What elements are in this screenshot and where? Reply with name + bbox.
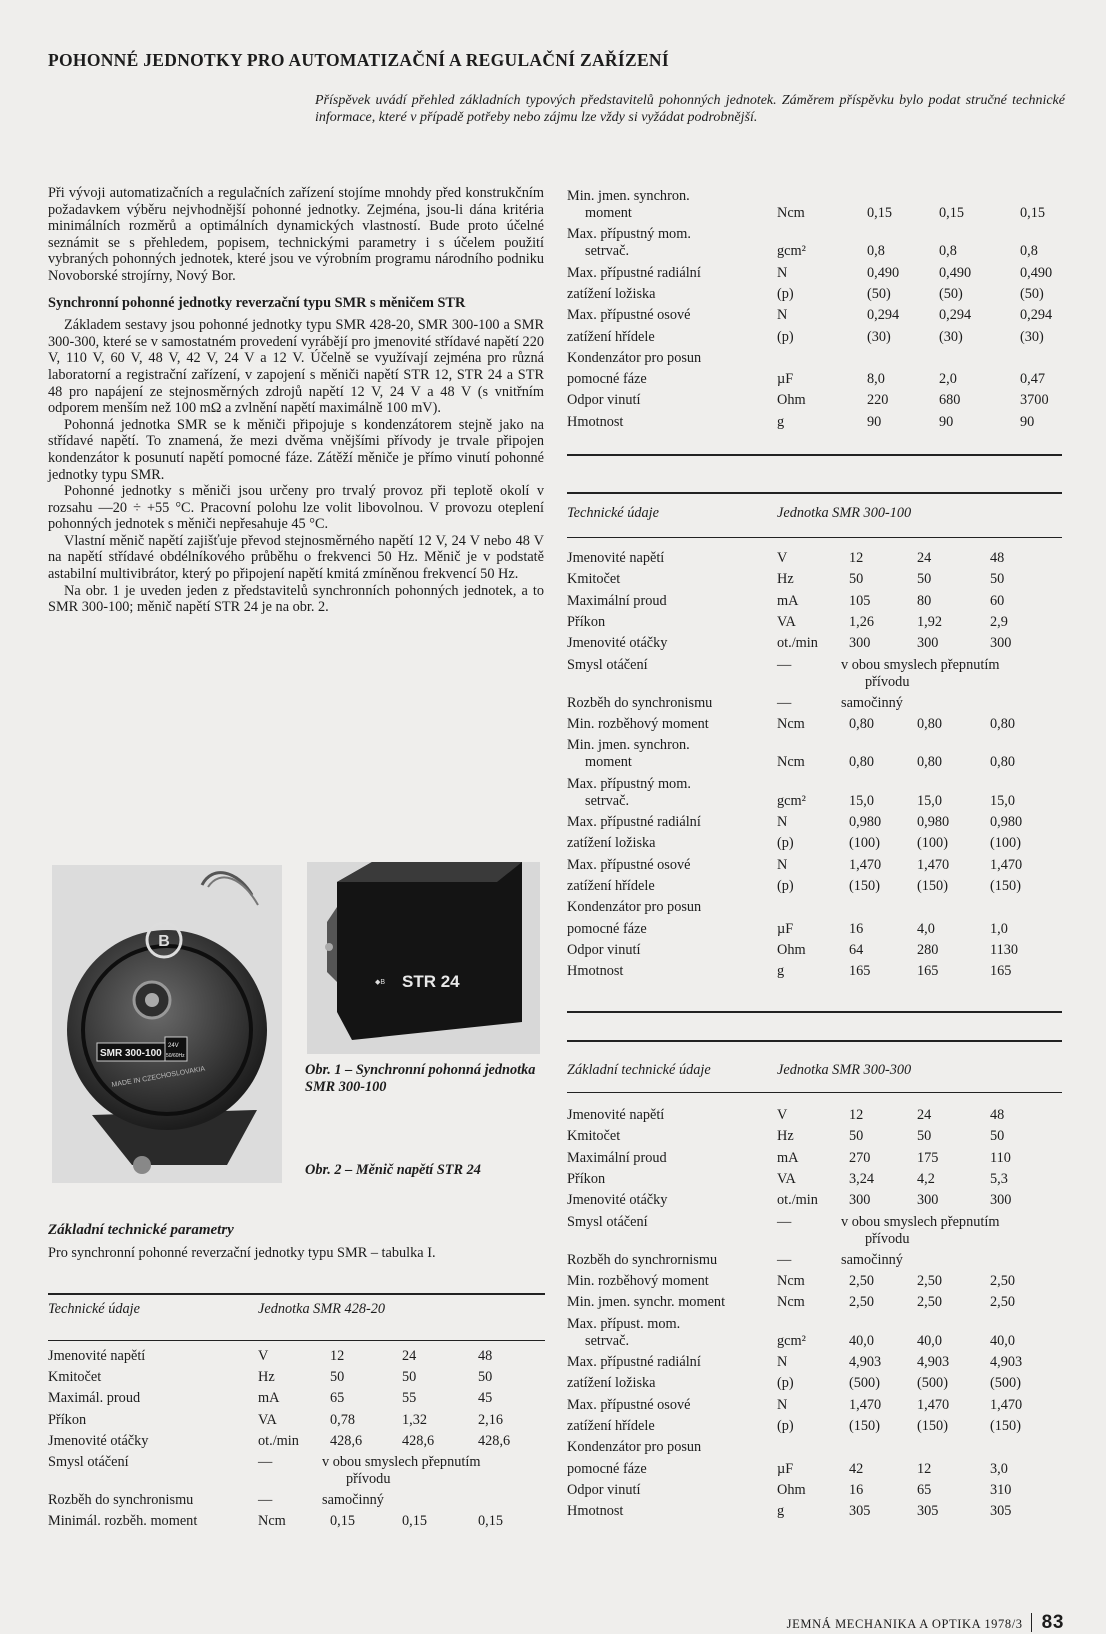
- row-label: Smysl otáčení: [567, 1213, 648, 1230]
- row-label: Kmitočet: [48, 1369, 102, 1386]
- parameters-text: Pro synchronní pohonné reverzační jednotky typu SMR – tabulka I.: [48, 1245, 436, 1261]
- row-unit: (p): [777, 328, 794, 345]
- row-value-1: 1,26: [849, 613, 875, 630]
- row-label: Kondenzátor pro posun: [567, 899, 702, 916]
- row-value-1: 42: [849, 1460, 864, 1477]
- row-unit: mA: [777, 592, 799, 609]
- row-label: Max. přípustné osové: [567, 856, 691, 873]
- row-value-3: 90: [1020, 413, 1035, 430]
- row-value-1: 50: [849, 571, 864, 588]
- row-unit: Hz: [258, 1369, 275, 1386]
- row-value-1: 12: [330, 1348, 345, 1364]
- row-value-2: 680: [939, 392, 961, 409]
- row-label: Min. jmen. synchr. moment: [567, 1294, 726, 1311]
- row-unit: (p): [777, 1375, 794, 1392]
- row-value-2: 4,2: [917, 1170, 935, 1187]
- row-value-3: 0,80: [990, 716, 1016, 733]
- row-label: Kmitočet: [567, 1128, 621, 1145]
- row-value-1: 428,6: [330, 1432, 363, 1449]
- row-label: pomocné fáze: [567, 1460, 647, 1477]
- row-value-3: 48: [478, 1348, 493, 1364]
- row-unit: Ncm: [777, 1294, 805, 1311]
- row-value-3: 4,903: [990, 1354, 1023, 1370]
- row-unit: Hz: [777, 571, 794, 588]
- row-label: Min. jmen. synchron.: [567, 737, 690, 754]
- row-label-cont: setrvač.: [585, 792, 630, 809]
- row-value-1: 50: [330, 1369, 345, 1386]
- row-unit: VA: [777, 1170, 796, 1187]
- row-unit: gcm²: [777, 243, 806, 260]
- row-span-value: v obou smyslech přepnutím: [841, 656, 1000, 673]
- table-smr-428-20-continued: [567, 188, 1062, 448]
- row-label: Min. rozběhový moment: [567, 716, 709, 733]
- converter-logo: ◆B: [375, 979, 386, 986]
- row-unit: µF: [777, 1460, 794, 1477]
- row-unit: µF: [777, 920, 794, 937]
- body-paragraph-3: Pohonné jednotky s měniči jsou určeny pro trvalý provoz při teplotě okolí v rozsahu —20 ÷ +55 °C. Pracovní polohu lze volit libovolnou. V provozu oteplení pohonných jednotek s měniči nepřesahuje 45 °C.: [48, 483, 544, 533]
- row-value-1: 300: [849, 1192, 871, 1209]
- row-value-3: 1,0: [990, 920, 1008, 937]
- row-unit: (p): [777, 285, 794, 302]
- row-value-3: (100): [990, 835, 1021, 852]
- figure-2-caption: Obr. 2 – Měnič napětí STR 24: [305, 1162, 481, 1178]
- row-value-2: 12: [917, 1460, 932, 1477]
- row-value-3: 48: [990, 550, 1005, 566]
- row-value-1: 50: [849, 1128, 864, 1145]
- row-value-2: 0,490: [939, 264, 972, 281]
- row-span-value-cont: přívodu: [865, 673, 910, 690]
- row-label-cont: moment: [585, 754, 632, 771]
- row-unit: mA: [258, 1390, 280, 1407]
- body-paragraph-1: Základem sestavy jsou pohonné jednotky typu SMR 428-20, SMR 300-100 a SMR 300-300, které se v samostatném provedení vyrábějí pro jmenovité střídavé napětí 220 V, 110 V, 60 V, 48 V, 42 V, 24 V a 12 V. Účelně se využívají zejména pro různá laboratorní a registrační zařízení, v zapojení s měniči napětí STR 12, STR 24 a STR 48 pro napájení ze stejnosměrných zdrojů napětí 12 V, 24 V a 48 V (s vnitřním odporem menším než 100 mΩ a zvlnění napětí maximálně 100 mV).: [48, 317, 544, 417]
- row-value-2: 0,8: [939, 243, 957, 260]
- row-value-1: 300: [849, 635, 871, 652]
- row-value-1: 12: [849, 1107, 864, 1123]
- row-unit: ot./min: [258, 1432, 299, 1449]
- made-in-label: MADE IN CZECHOSLOVAKIA: [111, 1065, 206, 1089]
- row-label: Max. přípust. mom.: [567, 1315, 681, 1332]
- row-value-3: 0,294: [1020, 307, 1053, 324]
- row-label: Maximální proud: [567, 1149, 667, 1166]
- row-label: Kondenzátor pro posun: [567, 1439, 702, 1456]
- row-label: Jmenovité otáčky: [567, 635, 668, 652]
- row-value-3: 48: [990, 1107, 1005, 1123]
- row-value-1: 0,80: [849, 716, 875, 733]
- header-parameter: Technické údaje: [567, 505, 659, 521]
- table-smr-428-20: [48, 1301, 545, 1548]
- table-smr-300-300: [567, 1062, 1062, 1542]
- table1-top-rule: [48, 1293, 545, 1295]
- row-value-3: 50: [990, 1128, 1005, 1145]
- row-value-2: 300: [917, 1192, 939, 1209]
- motor-model-label: SMR 300-100: [100, 1048, 162, 1059]
- row-value-3: 3,0: [990, 1460, 1008, 1477]
- figure-1-caption: Obr. 1 – Synchronní pohonná jednotka SMR 300-100: [305, 1062, 536, 1095]
- row-label: Min. rozběhový moment: [567, 1273, 709, 1290]
- row-value-1: (100): [849, 835, 880, 852]
- row-value-1: 4,903: [849, 1354, 882, 1370]
- converter-model-label: STR 24: [402, 972, 460, 991]
- row-unit: g: [777, 1503, 785, 1520]
- row-label: Max. přípustné osové: [567, 1396, 691, 1413]
- section-heading: Synchronní pohonné jednotky reverzační typu SMR s měničem STR: [48, 294, 466, 311]
- row-value-2: 50: [917, 571, 932, 588]
- row-value-3: 305: [990, 1503, 1012, 1520]
- row-value-1: 15,0: [849, 792, 875, 809]
- row-value-2: 165: [917, 963, 939, 980]
- row-unit: Ncm: [777, 205, 805, 221]
- row-label: Smysl otáčení: [48, 1454, 129, 1470]
- row-span-value: v obou smyslech přepnutím: [322, 1454, 481, 1470]
- row-value-2: 40,0: [917, 1332, 943, 1349]
- row-label: zatížení hřídele: [567, 1417, 655, 1434]
- row-unit: —: [777, 656, 792, 673]
- row-value-2: 24: [917, 1107, 932, 1123]
- row-value-1: 2,50: [849, 1294, 875, 1311]
- row-value-3: 50: [478, 1369, 493, 1386]
- row-value-3: 45: [478, 1390, 493, 1407]
- row-value-2: 0,15: [402, 1513, 428, 1530]
- row-value-1: 0,15: [330, 1513, 356, 1530]
- row-unit: —: [777, 1251, 792, 1268]
- row-value-3: 50: [990, 571, 1005, 588]
- row-label: Max. přípustný mom.: [567, 226, 691, 243]
- row-span-value: samočinný: [322, 1492, 384, 1509]
- row-value-2: 1,470: [917, 856, 950, 873]
- row-unit: V: [777, 1107, 788, 1123]
- table2-top-rule: [567, 492, 1062, 494]
- row-unit: —: [777, 1213, 792, 1230]
- row-unit: V: [258, 1348, 269, 1364]
- row-value-1: 16: [849, 920, 864, 937]
- row-value-3: 40,0: [990, 1332, 1016, 1349]
- row-value-1: 105: [849, 592, 871, 609]
- row-label: Min. jmen. synchron.: [567, 188, 690, 204]
- row-value-1: 0,980: [849, 814, 882, 830]
- row-unit: g: [777, 413, 785, 430]
- row-value-2: 2,0: [939, 371, 957, 388]
- row-value-2: (50): [939, 285, 963, 302]
- row-value-1: 0,80: [849, 754, 875, 771]
- row-value-2: 0,80: [917, 716, 943, 733]
- row-value-2: 80: [917, 592, 932, 609]
- row-value-1: 0,294: [867, 307, 900, 324]
- row-label: Hmotnost: [567, 413, 624, 430]
- row-unit: gcm²: [777, 1332, 806, 1349]
- row-label: Minimál. rozběh. moment: [48, 1513, 198, 1530]
- row-label: Jmenovité otáčky: [567, 1192, 668, 1209]
- row-label: Max. přípustný mom.: [567, 775, 691, 792]
- row-value-2: 175: [917, 1149, 939, 1166]
- header-parameter: Technické údaje: [48, 1301, 140, 1317]
- row-value-1: 165: [849, 963, 871, 980]
- row-value-2: (100): [917, 835, 948, 852]
- row-unit: N: [777, 307, 788, 324]
- row-label: Maximál. proud: [48, 1390, 141, 1407]
- row-value-3: (500): [990, 1375, 1021, 1392]
- row-value-1: 2,50: [849, 1273, 875, 1290]
- row-unit: —: [258, 1492, 273, 1509]
- row-value-2: 1,32: [402, 1411, 428, 1428]
- figure-1-photo: [52, 865, 282, 1183]
- row-unit: —: [258, 1454, 273, 1470]
- row-unit: (p): [777, 1417, 794, 1434]
- row-label: Kmitočet: [567, 571, 621, 588]
- row-unit: N: [777, 264, 788, 281]
- row-span-value: samočinný: [841, 694, 903, 711]
- row-label: Jmenovité napětí: [567, 1107, 665, 1123]
- row-value-2: 280: [917, 941, 939, 958]
- row-value-2: 2,50: [917, 1273, 943, 1290]
- row-unit: g: [777, 963, 785, 980]
- body-paragraph-2: Pohonná jednotka SMR se k měniči připojuje s kondenzátorem stejně jako na střídavé napětí. To znamená, že mezi dvěma vnějšími přívody je trvale připojen kondenzátor k posunutí napětí pomocné fáze. Zátěží měniče je přímo vinutí pohonné jednotky typu SMR.: [48, 416, 544, 483]
- row-value-2: 55: [402, 1390, 417, 1407]
- row-unit: N: [777, 1354, 788, 1370]
- row-value-3: (150): [990, 1417, 1021, 1434]
- table1-bottom-rule: [567, 454, 1062, 456]
- row-unit: Ohm: [777, 392, 806, 409]
- row-value-2: 1,470: [917, 1396, 950, 1413]
- row-unit: N: [777, 1396, 788, 1413]
- row-value-2: 15,0: [917, 792, 943, 809]
- header-unit-name: Jednotka SMR 300-100: [777, 505, 912, 521]
- row-value-3: 310: [990, 1481, 1012, 1498]
- row-value-2: 90: [939, 413, 954, 430]
- table3-top-rule: [567, 1040, 1062, 1042]
- row-span-value: samočinný: [841, 1251, 903, 1268]
- row-unit: mA: [777, 1149, 799, 1166]
- row-label: zatížení hřídele: [567, 877, 655, 894]
- row-value-1: (30): [867, 328, 891, 345]
- row-value-3: 1,470: [990, 856, 1023, 873]
- row-label: Jmenovité napětí: [48, 1348, 146, 1364]
- svg-text:B: B: [158, 933, 170, 950]
- row-value-1: 3,24: [849, 1170, 875, 1187]
- row-label: Jmenovité otáčky: [48, 1432, 149, 1449]
- row-value-2: (150): [917, 877, 948, 894]
- row-label: Rozběh do synchrornismu: [567, 1251, 718, 1268]
- motor-rating-frequency: 50/60Hz: [166, 1053, 185, 1059]
- row-value-3: (50): [1020, 285, 1044, 302]
- row-value-3: 2,50: [990, 1273, 1016, 1290]
- row-value-2: 24: [402, 1348, 417, 1364]
- row-value-3: 1,470: [990, 1396, 1023, 1413]
- row-value-1: 8,0: [867, 371, 885, 388]
- row-label: Příkon: [48, 1411, 87, 1428]
- row-label: Max. přípustné radiální: [567, 264, 701, 281]
- row-value-2: 0,15: [939, 205, 965, 221]
- row-value-3: 110: [990, 1149, 1011, 1166]
- row-value-1: 1,470: [849, 1396, 882, 1413]
- header-parameter: Základní technické údaje: [567, 1062, 711, 1078]
- row-value-3: 0,8: [1020, 243, 1038, 260]
- row-value-2: (30): [939, 328, 963, 345]
- row-unit: ot./min: [777, 1192, 818, 1209]
- row-value-2: 0,80: [917, 754, 943, 771]
- parameters-heading: Základní technické parametry: [48, 1222, 234, 1238]
- journal-name: JEMNÁ MECHANIKA A OPTIKA 1978/3: [786, 1617, 1023, 1631]
- row-label: Odpor vinutí: [567, 1481, 641, 1498]
- row-unit: Ncm: [777, 754, 805, 771]
- row-label: Max. přípustné radiální: [567, 814, 701, 830]
- row-unit: Ncm: [777, 1273, 805, 1290]
- row-unit: gcm²: [777, 792, 806, 809]
- row-unit: Ncm: [777, 716, 805, 733]
- row-value-2: 428,6: [402, 1432, 435, 1449]
- figure-2-photo: [307, 862, 540, 1054]
- row-value-3: (30): [1020, 328, 1044, 345]
- row-unit: —: [777, 694, 792, 711]
- row-value-3: 428,6: [478, 1432, 511, 1449]
- row-value-1: 0,15: [867, 205, 893, 221]
- article-title: POHONNÉ JEDNOTKY PRO AUTOMATIZAČNÍ A REGULAČNÍ ZAŘÍZENÍ: [48, 50, 669, 70]
- row-label: Kondenzátor pro posun: [567, 349, 702, 366]
- row-label: zatížení hřídele: [567, 328, 655, 345]
- row-unit: (p): [777, 835, 794, 852]
- row-value-1: (150): [849, 877, 880, 894]
- row-value-1: (50): [867, 285, 891, 302]
- motor-rating-voltage: 24V: [168, 1043, 179, 1049]
- row-value-2: 2,50: [917, 1294, 943, 1311]
- row-value-1: 40,0: [849, 1332, 875, 1349]
- row-value-3: 0,490: [1020, 264, 1053, 281]
- row-value-2: 305: [917, 1503, 939, 1520]
- row-value-3: 2,9: [990, 613, 1008, 630]
- row-unit: VA: [258, 1411, 277, 1428]
- row-label-cont: setrvač.: [585, 1332, 630, 1349]
- row-value-1: (500): [849, 1375, 880, 1392]
- header-unit-name: Jednotka SMR 428-20: [258, 1301, 386, 1317]
- row-unit: Ohm: [777, 1481, 806, 1498]
- table2-bottom-rule: [567, 1011, 1062, 1013]
- row-value-1: (150): [849, 1417, 880, 1434]
- row-value-1: 65: [330, 1390, 345, 1407]
- row-unit: Ncm: [258, 1513, 286, 1530]
- row-value-2: 50: [917, 1128, 932, 1145]
- converter-illustration: [307, 862, 540, 1054]
- row-value-3: 0,980: [990, 814, 1023, 830]
- intro-paragraph: Při vývoji automatizačních a regulačních zařízení stojíme mnohdy před konstrukčním požadavkem výběru nejvhodnější pohonné jednotky. Zejména, jsou-li dána kritéria minimálních rozměrů a optimálních dynamických vlastností. Bude proto účelné seznámit se s přehledem, popisem, technickými parametry i s účelem použití vybraných pohonných jednotek, které jsou ve výrobním programu národního podniku Novoborské strojírny, Nový Bor.: [48, 185, 544, 284]
- row-label: zatížení ložiska: [567, 1375, 656, 1392]
- page-number: 83: [1041, 1612, 1064, 1633]
- row-span-value-cont: přívodu: [346, 1471, 391, 1487]
- row-value-3: 3700: [1020, 392, 1049, 409]
- row-value-3: 2,16: [478, 1411, 504, 1428]
- row-unit: ot./min: [777, 635, 818, 652]
- abstract: Příspěvek uvádí přehled základních typových představitelů pohonných jednotek. Záměrem příspěvku bylo podat stručné technické informace, které v případě potřeby nebo zájmu lze vždy si vyžádat podrobnější.: [315, 93, 1065, 125]
- row-unit: VA: [777, 613, 796, 630]
- row-value-3: 60: [990, 592, 1005, 609]
- row-span-value: v obou smyslech přepnutím: [841, 1213, 1000, 1230]
- row-label: Příkon: [567, 613, 606, 630]
- row-unit: Hz: [777, 1128, 794, 1145]
- row-value-2: 24: [917, 550, 932, 566]
- row-value-3: 15,0: [990, 792, 1016, 809]
- row-unit: (p): [777, 877, 794, 894]
- row-label: pomocné fáze: [567, 920, 647, 937]
- row-value-2: 50: [402, 1369, 417, 1386]
- row-value-1: 12: [849, 550, 864, 566]
- row-value-3: 0,80: [990, 754, 1016, 771]
- row-label-cont: moment: [585, 205, 632, 221]
- row-label: zatížení ložiska: [567, 285, 656, 302]
- row-value-2: 4,0: [917, 920, 935, 937]
- row-value-3: 0,47: [1020, 371, 1046, 388]
- row-value-2: 0,980: [917, 814, 950, 830]
- row-value-1: 1,470: [849, 856, 882, 873]
- row-label: Max. přípustné radiální: [567, 1354, 701, 1370]
- row-label: Odpor vinutí: [567, 392, 641, 409]
- row-value-3: 2,50: [990, 1294, 1016, 1311]
- row-value-2: (500): [917, 1375, 948, 1392]
- row-value-3: 300: [990, 635, 1012, 652]
- row-label: Hmotnost: [567, 963, 624, 980]
- row-label: Max. přípustné osové: [567, 307, 691, 324]
- row-label-cont: setrvač.: [585, 243, 630, 260]
- row-unit: V: [777, 550, 788, 566]
- row-value-1: 90: [867, 413, 882, 430]
- body-paragraph-4: Vlastní měnič napětí zajišťuje převod stejnosměrného napětí 12 V, 24 V nebo 48 V na napětí střídavé obdélníkového průběhu o frekvenci 50 Hz. Měnič je v podstatě astabilní multivibrátor, který po připojení napětí kmitá zmíněnou frekvencí 50 Hz.: [48, 532, 544, 583]
- left-column: [48, 185, 544, 616]
- row-value-3: 0,15: [1020, 205, 1046, 221]
- row-span-value-cont: přívodu: [865, 1230, 910, 1247]
- row-unit: µF: [777, 371, 794, 388]
- row-value-1: 16: [849, 1481, 864, 1498]
- row-value-2: (150): [917, 1417, 948, 1434]
- row-value-3: 0,15: [478, 1513, 504, 1530]
- row-label: Rozběh do synchronismu: [567, 694, 713, 711]
- row-label: pomocné fáze: [567, 371, 647, 388]
- row-value-1: 305: [849, 1503, 871, 1520]
- row-label: Rozběh do synchronismu: [48, 1492, 194, 1509]
- table-smr-300-100: [567, 505, 1062, 1005]
- row-label: Hmotnost: [567, 1503, 624, 1520]
- row-label: Příkon: [567, 1170, 606, 1187]
- row-label: Smysl otáčení: [567, 656, 648, 673]
- row-unit: N: [777, 856, 788, 873]
- row-value-2: 300: [917, 635, 939, 652]
- row-value-1: 220: [867, 392, 889, 409]
- row-value-3: 165: [990, 963, 1012, 980]
- row-value-3: 1130: [990, 941, 1019, 958]
- row-value-3: (150): [990, 877, 1021, 894]
- row-value-1: 64: [849, 941, 864, 958]
- row-unit: N: [777, 814, 788, 830]
- row-value-1: 0,8: [867, 243, 885, 260]
- footer-divider: [1031, 1613, 1032, 1632]
- row-value-2: 0,294: [939, 307, 972, 324]
- row-value-3: 300: [990, 1192, 1012, 1209]
- row-label: Jmenovité napětí: [567, 550, 665, 566]
- row-label: Odpor vinutí: [567, 941, 641, 958]
- row-value-3: 5,3: [990, 1170, 1008, 1187]
- row-label: zatížení ložiska: [567, 835, 656, 852]
- body-paragraph-5: Na obr. 1 je uveden jeden z představitelů synchronních pohonných jednotek, a to SMR 300-100; měnič napětí STR 24 je na obr. 2.: [48, 582, 544, 616]
- header-unit-name: Jednotka SMR 300-300: [777, 1062, 912, 1078]
- row-value-1: 270: [849, 1149, 871, 1166]
- motor-unit-illustration: [52, 865, 282, 1183]
- row-unit: Ohm: [777, 941, 806, 958]
- row-label: Maximální proud: [567, 592, 667, 609]
- row-value-2: 4,903: [917, 1354, 950, 1370]
- row-value-2: 65: [917, 1481, 932, 1498]
- row-value-1: 0,490: [867, 264, 900, 281]
- row-value-2: 1,92: [917, 613, 943, 630]
- row-value-1: 0,78: [330, 1411, 356, 1428]
